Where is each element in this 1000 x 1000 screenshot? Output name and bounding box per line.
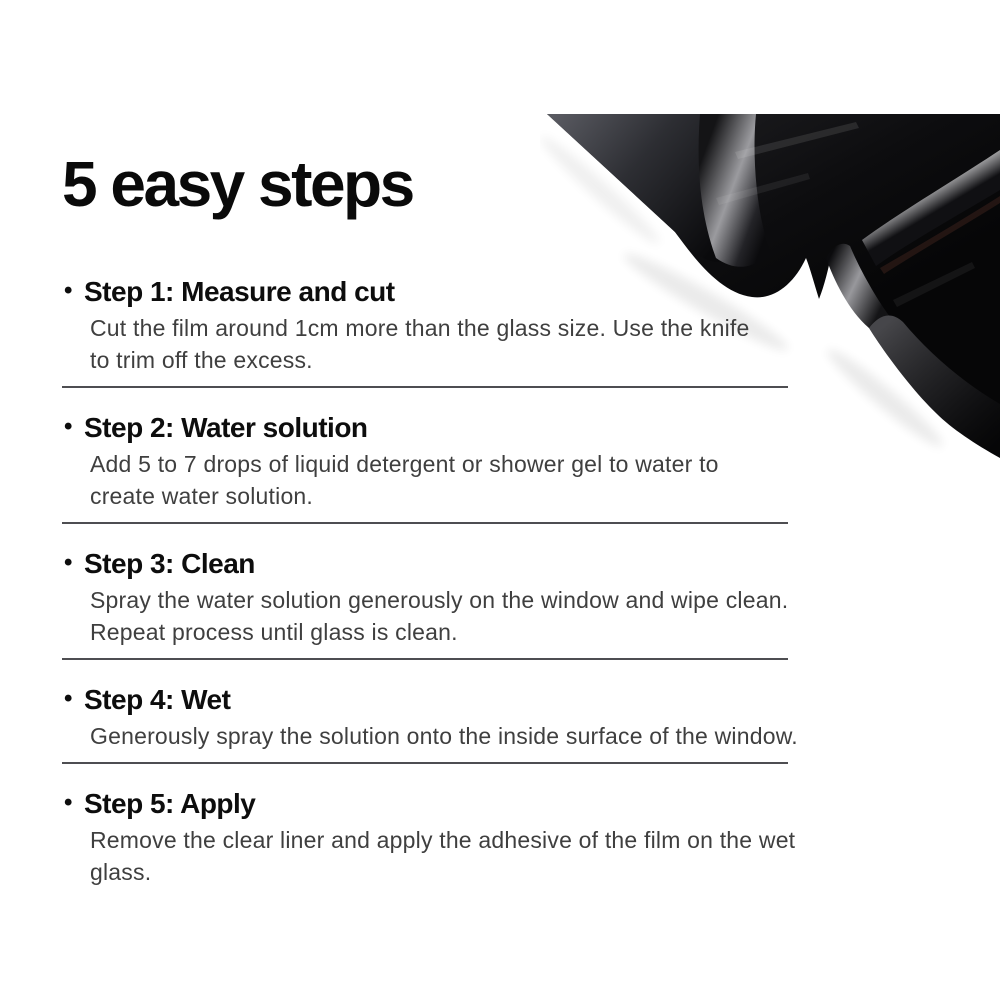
step-3-line-2: Repeat process until glass is clean. bbox=[90, 619, 458, 645]
step-1-title: Step 1: Measure and cut bbox=[84, 276, 395, 307]
step-2-description bbox=[62, 448, 807, 512]
bullet-icon: • bbox=[64, 413, 72, 440]
divider-1 bbox=[62, 386, 788, 388]
instructions-content bbox=[62, 150, 807, 888]
step-2-heading bbox=[62, 410, 807, 446]
step-2-line-1: Add 5 to 7 drops of liquid detergent or shower gel to water to bbox=[90, 451, 719, 477]
bullet-icon: • bbox=[64, 685, 72, 712]
step-5-title: Step 5: Apply bbox=[84, 788, 256, 819]
step-1-description bbox=[62, 312, 807, 376]
step-4-title: Step 4: Wet bbox=[84, 684, 231, 715]
step-1-heading bbox=[62, 274, 807, 310]
step-1 bbox=[62, 274, 807, 376]
step-3-description bbox=[62, 584, 807, 648]
bullet-icon: • bbox=[64, 277, 72, 304]
step-5-heading bbox=[62, 786, 807, 822]
step-5-line-1: Remove the clear liner and apply the adhesive of the film on the wet bbox=[90, 827, 796, 853]
step-2 bbox=[62, 410, 807, 512]
step-4-line-1: Generously spray the solution onto the inside surface of the window. bbox=[90, 723, 798, 749]
step-3 bbox=[62, 546, 807, 648]
step-4-heading bbox=[62, 682, 807, 718]
step-4 bbox=[62, 682, 807, 752]
divider-2 bbox=[62, 522, 788, 524]
step-4-description bbox=[62, 720, 807, 752]
step-1-line-2: to trim off the excess. bbox=[90, 347, 313, 373]
step-5-line-2: glass. bbox=[90, 859, 152, 885]
step-2-title: Step 2: Water solution bbox=[84, 412, 368, 443]
step-1-line-1: Cut the film around 1cm more than the glass size. Use the knife bbox=[90, 315, 750, 341]
step-3-title: Step 3: Clean bbox=[84, 548, 255, 579]
divider-4 bbox=[62, 762, 788, 764]
step-2-line-2: create water solution. bbox=[90, 483, 314, 509]
page-title: 5 easy steps bbox=[62, 148, 413, 220]
divider-3 bbox=[62, 658, 788, 660]
step-3-line-1: Spray the water solution generously on the window and wipe clean. bbox=[90, 587, 789, 613]
bullet-icon: • bbox=[64, 789, 72, 816]
bullet-icon: • bbox=[64, 549, 72, 576]
step-3-heading bbox=[62, 546, 807, 582]
step-5 bbox=[62, 786, 807, 888]
step-5-description bbox=[62, 824, 807, 888]
